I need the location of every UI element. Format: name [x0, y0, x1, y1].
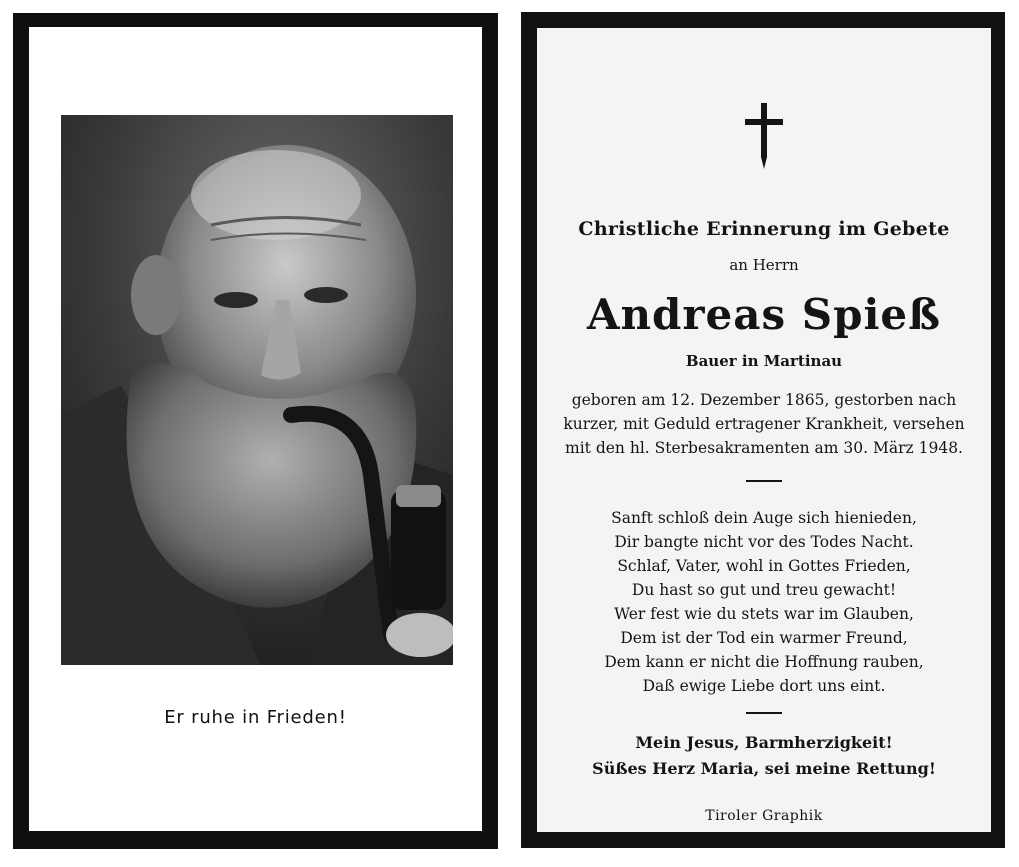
poem-line: Dem kann er nicht die Hoffnung rauben, [604, 653, 924, 671]
text-card-paper [537, 28, 991, 832]
poem-line: Sanft schloß dein Auge sich hienieden, [611, 509, 917, 527]
photo-card-paper [29, 27, 482, 831]
preposition: an Herrn [729, 256, 799, 274]
memorial-card-photo-side [13, 13, 498, 849]
poem-line: Du hast so gut und treu gewacht! [631, 581, 897, 599]
cross-icon [745, 103, 783, 169]
poem-line: Schlaf, Vater, wohl in Gottes Frieden, [617, 557, 911, 575]
portrait-image [61, 115, 453, 665]
prayer-line: Mein Jesus, Barmherzigkeit! [635, 733, 893, 752]
deceased-name: Andreas Spieß [586, 290, 942, 339]
printer-credit: Tiroler Graphik [705, 808, 823, 824]
poem-line: Wer fest wie du stets war im Glauben, [614, 605, 914, 623]
poem-line: Dem ist der Tod ein warmer Freund, [620, 629, 908, 647]
poem [537, 506, 991, 698]
portrait-photo [61, 115, 453, 665]
heading: Christliche Erinnerung im Gebete [578, 218, 950, 240]
divider [746, 480, 782, 482]
caption-rest-in-peace: Er ruhe in Frieden! [164, 707, 347, 728]
occupation: Bauer in Martinau [685, 352, 843, 370]
memorial-card-text-side [521, 12, 1005, 848]
poem-line: Dir bangte nicht vor des Todes Nacht. [614, 533, 914, 551]
biography [561, 388, 967, 460]
poem-line: Daß ewige Liebe dort uns eint. [642, 677, 886, 695]
prayer [537, 730, 991, 782]
divider [746, 712, 782, 714]
bio-line: geboren am 12. Dezember 1865, gestorben nach [571, 391, 957, 409]
bio-line: kurzer, mit Geduld ertragener Krankheit, versehen [563, 415, 965, 433]
prayer-line: Süßes Herz Maria, sei meine Rettung! [592, 759, 936, 778]
bio-line: mit den hl. Sterbesakramenten am 30. März 1948. [565, 439, 963, 457]
